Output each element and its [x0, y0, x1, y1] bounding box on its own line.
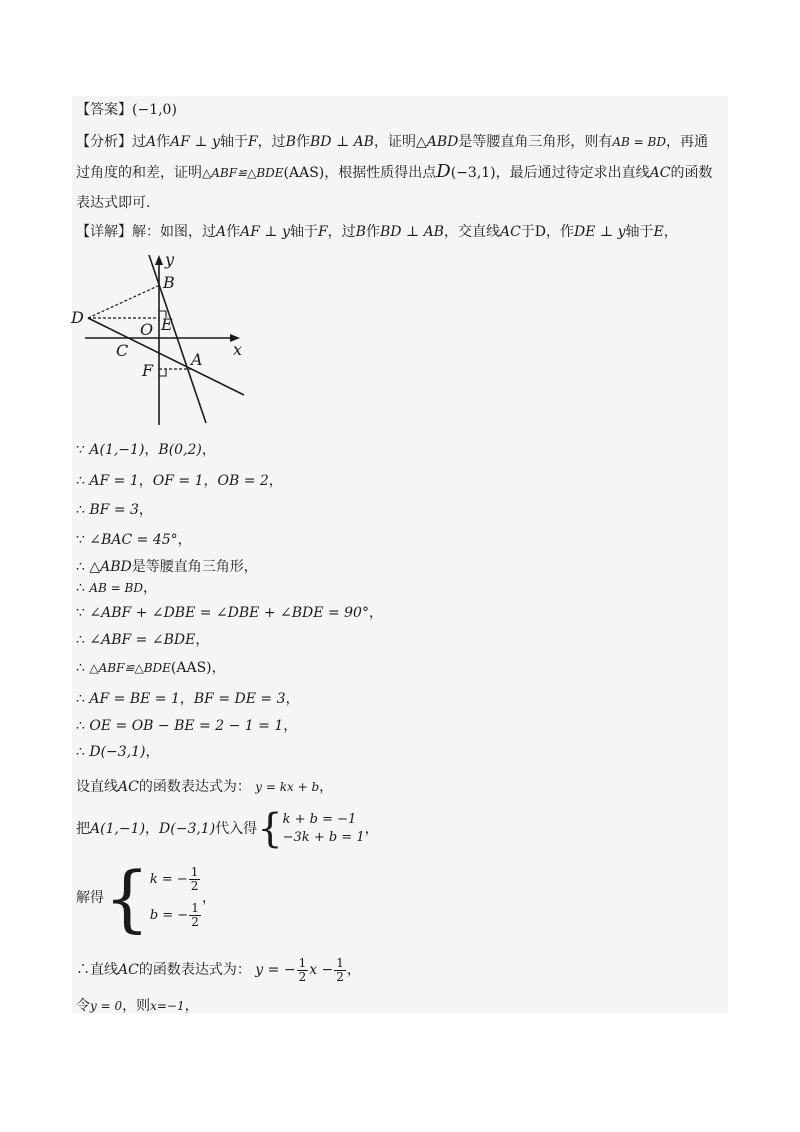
label-B: B — [163, 273, 175, 292]
step-10 — [76, 689, 300, 709]
math-y: y — [617, 224, 626, 240]
text: ，证明 — [373, 134, 416, 150]
step-17 — [76, 996, 199, 1016]
denominator: 2 — [190, 879, 199, 893]
label-D: D — [71, 308, 84, 327]
math-expr: k = − — [149, 872, 188, 887]
detail-label: 【详解】 — [76, 224, 132, 240]
math-AF: AF — [240, 224, 260, 240]
analysis-line-1 — [76, 132, 708, 152]
math-AF: AF — [170, 134, 190, 150]
text: ， — [145, 821, 160, 837]
math-expr: AF = 1 — [89, 473, 139, 489]
math-expr: AF = BE = 1 — [89, 691, 180, 707]
math-expr: OF = 1 — [152, 473, 204, 489]
math-expr: b = − — [149, 908, 189, 923]
math-AB: AB — [423, 224, 444, 240]
text: ， — [138, 502, 153, 518]
math-expr: (AAS) — [170, 660, 212, 676]
text: 令 — [76, 998, 90, 1014]
text: ， — [319, 779, 334, 795]
step-11 — [76, 716, 297, 736]
math-expr: OE = OB − BE = 2 − 1 = 1 — [89, 718, 284, 734]
step-5 — [76, 557, 258, 577]
text: ， — [201, 442, 216, 458]
step-13 — [76, 777, 333, 797]
math-y: y — [212, 134, 220, 150]
math-perp: ⊥ — [335, 134, 350, 150]
text: ，则 — [122, 998, 151, 1014]
math-D: D — [436, 161, 451, 182]
geometry-figure — [70, 255, 260, 430]
text: 于 — [520, 224, 535, 240]
math-perp: ⊥ — [599, 224, 614, 240]
math-expr: x=−1 — [150, 999, 185, 1013]
label-E: E — [161, 315, 173, 334]
math-expr: ∠BAC = 45° — [89, 532, 178, 548]
text: 是等腰直角三角形， — [131, 559, 258, 575]
math-E: E — [653, 224, 664, 240]
math-expr: ∠ABF = ∠BDE — [89, 632, 196, 648]
text: ， — [285, 691, 300, 707]
solution-system — [150, 862, 202, 934]
equation: −3k + b = 1 — [282, 830, 365, 845]
text: 轴于 — [219, 134, 248, 150]
step-15 — [76, 856, 216, 940]
text: 是等腰直角三角形，则有 — [458, 134, 613, 150]
fraction — [189, 866, 201, 893]
text-D: D — [534, 224, 547, 240]
step-1 — [76, 440, 216, 460]
text: 作 — [295, 134, 310, 150]
text: ， — [144, 442, 159, 458]
text: ， — [145, 744, 160, 760]
detail-line — [76, 222, 678, 242]
text: 作 — [365, 224, 380, 240]
step-9 — [76, 658, 226, 678]
math-y: y — [282, 224, 290, 240]
step-12 — [76, 742, 160, 762]
analysis-label: 【分析】 — [76, 134, 132, 150]
text: ， — [179, 691, 194, 707]
answer-label: 【答案】 — [76, 102, 132, 118]
text: ， — [268, 473, 283, 489]
answer-line — [76, 100, 177, 120]
step-2 — [76, 471, 283, 491]
text: 直线 — [90, 962, 118, 978]
text: 的函数表达式为： — [138, 779, 251, 795]
therefore-symbol: ∴ — [76, 473, 85, 489]
label-F: F — [142, 361, 154, 380]
math-AC: AC — [649, 165, 671, 181]
numerator: 1 — [191, 901, 199, 915]
step-7 — [76, 603, 383, 623]
equation-system — [283, 811, 365, 847]
math-perp: ⊥ — [194, 134, 208, 150]
y-axis-arrow-icon — [155, 255, 163, 265]
math-A: A — [216, 224, 227, 240]
math-AC: AC — [118, 962, 139, 978]
denominator: 2 — [191, 915, 199, 929]
text: ，再通 — [665, 134, 708, 150]
analysis-line-2 — [76, 162, 712, 183]
math-AC: AC — [118, 779, 139, 795]
line-AB — [149, 255, 206, 423]
therefore-symbol: ∴ — [76, 962, 90, 978]
text: 作 — [156, 134, 171, 150]
text: 解：如图，过 — [132, 224, 216, 240]
math-expr: BF = DE = 3 — [193, 691, 286, 707]
math-AB-eq-BD: AB = BD — [612, 135, 666, 149]
math-BD: BD — [309, 134, 332, 150]
text: ， — [346, 962, 361, 978]
answer-value: (−1,0) — [132, 102, 177, 118]
math-expr: BF = 3 — [89, 502, 139, 518]
fraction — [334, 957, 346, 984]
text: ， — [184, 998, 199, 1014]
because-symbol: ∵ — [76, 532, 85, 548]
therefore-symbol: ∴ — [76, 502, 85, 518]
text: 作 — [226, 224, 241, 240]
numerator: 1 — [190, 865, 199, 879]
text: ， — [177, 532, 192, 548]
text: ，交直线 — [443, 224, 500, 240]
step-4 — [76, 530, 192, 550]
math-AC: AC — [499, 224, 521, 240]
therefore-symbol: ∴ — [76, 559, 85, 575]
therefore-symbol: ∴ — [76, 691, 85, 707]
text: 轴于 — [289, 224, 318, 240]
math-expr: A(1,−1) — [90, 821, 146, 837]
math-aas: (AAS) — [283, 165, 325, 181]
label-O: O — [140, 320, 154, 339]
text: ，根据性质得出点 — [324, 165, 437, 181]
therefore-symbol: ∴ — [76, 718, 85, 734]
text: 解得 — [76, 890, 104, 906]
math-expr: y = 0 — [90, 999, 123, 1013]
math-B: B — [285, 134, 296, 150]
dashed-DB — [88, 285, 160, 318]
text: ，过 — [327, 224, 356, 240]
math-expr: A(1,−1) — [89, 442, 145, 458]
text: ， — [364, 821, 379, 837]
math-expr: D(−3,1) — [159, 821, 216, 837]
text: ，过 — [257, 134, 286, 150]
because-symbol: ∵ — [76, 442, 85, 458]
label-y: y — [165, 255, 175, 269]
text: 设直线 — [76, 779, 118, 795]
because-symbol: ∵ — [76, 605, 85, 621]
math-expr: AB = BD — [89, 581, 143, 595]
text: 轴于 — [625, 224, 654, 240]
therefore-symbol: ∴ — [76, 744, 85, 760]
step-3 — [76, 500, 153, 520]
text: ， — [368, 605, 383, 621]
math-AB: AB — [353, 134, 374, 150]
step-14 — [76, 808, 379, 850]
math-A: A — [146, 134, 157, 150]
therefore-symbol: ∴ — [76, 580, 85, 596]
math-expr: ∠ABF + ∠DBE = ∠DBE + ∠BDE = 90° — [89, 605, 369, 621]
text: 的函数表达式为： — [138, 962, 251, 978]
step-6 — [76, 578, 157, 598]
math-perp: ⊥ — [264, 224, 278, 240]
step-8 — [76, 630, 209, 650]
text: 过角度的和差，证明 — [76, 165, 202, 181]
fraction — [297, 957, 309, 984]
math-triangle: △ — [415, 134, 427, 150]
denominator: 2 — [336, 969, 344, 984]
math-perp: ⊥ — [405, 224, 420, 240]
math-B: B — [355, 224, 366, 240]
math-expr: OB = 2 — [217, 473, 269, 489]
numerator: 1 — [298, 955, 307, 970]
numerator: 1 — [336, 955, 344, 970]
text: ， — [283, 718, 298, 734]
fraction — [189, 902, 201, 929]
brace-icon: { — [104, 856, 150, 940]
therefore-symbol: ∴ — [76, 632, 85, 648]
analysis-line-3: 表达式即可. — [76, 195, 151, 211]
math-expr: y = kx + b — [255, 780, 320, 794]
text: ， — [663, 224, 678, 240]
text: ， — [211, 660, 226, 676]
text: ，作 — [546, 224, 575, 240]
text: ， — [201, 890, 216, 906]
text: ， — [203, 473, 218, 489]
step-16 — [76, 955, 361, 985]
label-A: A — [191, 350, 203, 369]
math-F: F — [317, 224, 328, 240]
math-DE: DE — [574, 224, 596, 240]
math-expr: D(−3,1) — [89, 744, 146, 760]
math-expr: y = − — [255, 962, 296, 978]
math-expr: △ABD — [89, 559, 132, 575]
math-expr: △ABF≌△BDE — [89, 661, 171, 675]
right-angle-F — [159, 369, 166, 376]
math-ABD: ABD — [426, 134, 459, 150]
label-x: x — [233, 340, 243, 359]
brace-icon: { — [257, 806, 283, 852]
text: ，最后通过待定求出直线 — [495, 165, 650, 181]
therefore-symbol: ∴ — [76, 660, 85, 676]
label-C: C — [116, 341, 129, 360]
math-expr: x − — [309, 962, 334, 978]
text: 代入得 — [215, 821, 258, 837]
math-F: F — [247, 134, 258, 150]
text: ， — [142, 580, 157, 596]
text: ， — [195, 632, 210, 648]
math-D-coord: (−3,1) — [450, 165, 496, 181]
math-expr: B(0,2) — [158, 442, 202, 458]
text: 的函数 — [670, 165, 713, 181]
denominator: 2 — [298, 969, 307, 984]
text: ， — [138, 473, 153, 489]
math-BD: BD — [379, 224, 402, 240]
equation: k + b = −1 — [282, 812, 357, 827]
math-congruence: △ABF≌△BDE — [202, 166, 284, 180]
text: 把 — [76, 821, 90, 837]
text: 过 — [132, 134, 146, 150]
